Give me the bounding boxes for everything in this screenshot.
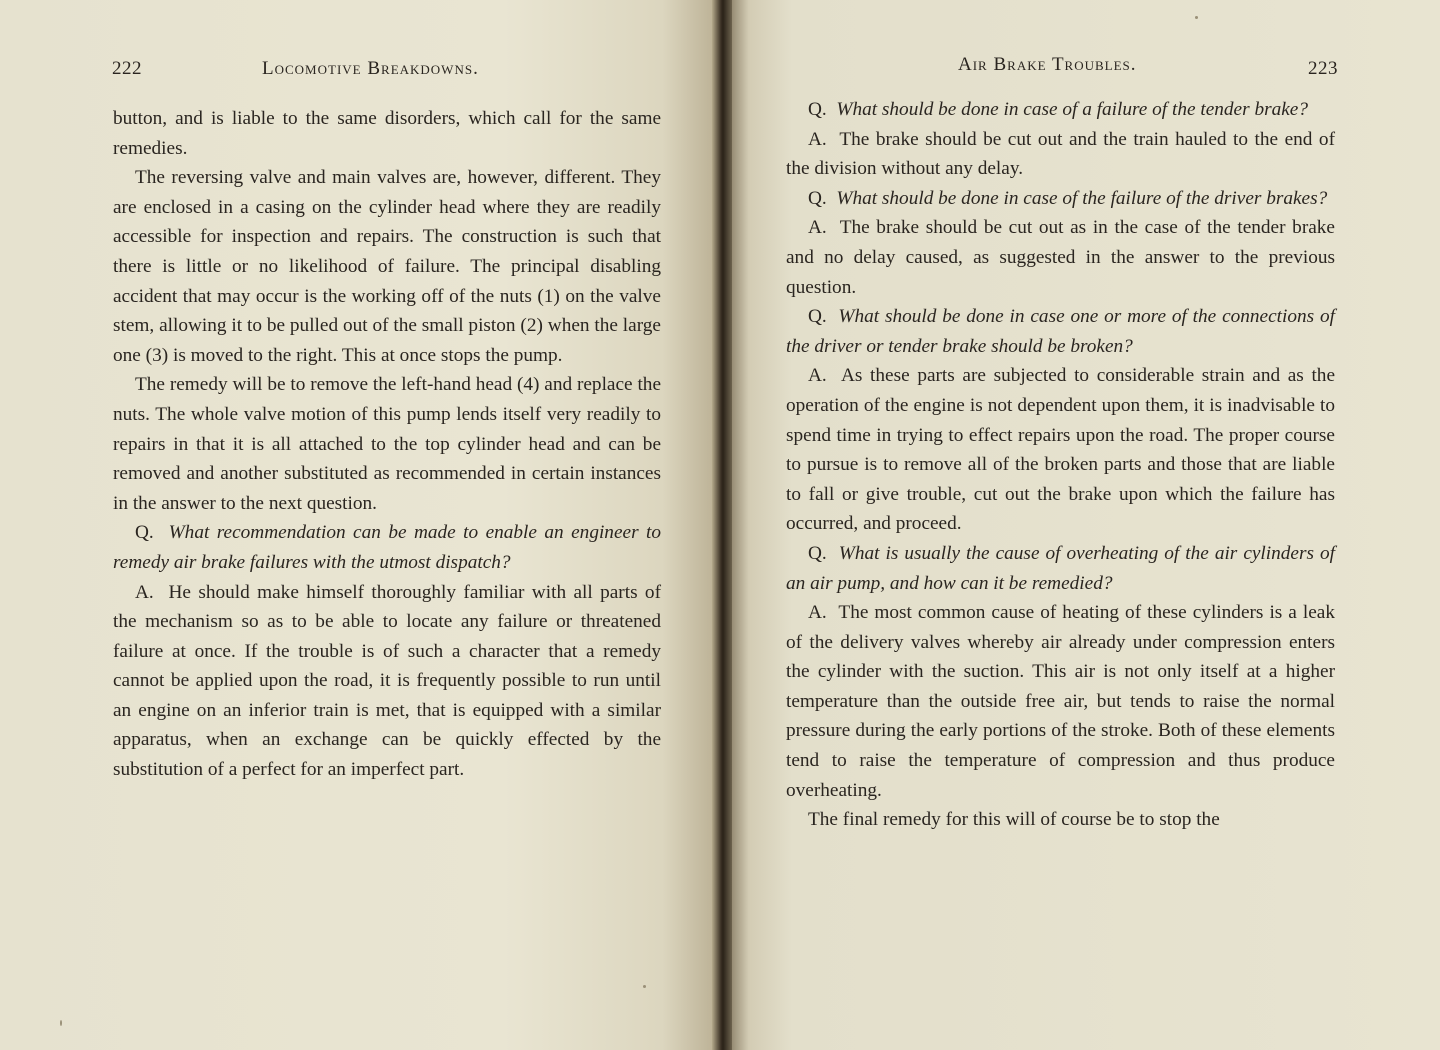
answer-label: A. — [135, 581, 154, 603]
question-label: Q. — [808, 542, 827, 564]
question — [786, 302, 1335, 361]
question-text: What recommendation can be made to enable an engineer to remedy air brake failures with the utmost dispatch? — [113, 522, 662, 573]
answer-text: He should make himself thoroughly familiar with all parts of the mechanism so as to be able to locate any failure or threatened failure at once. If the trouble is of such a character that a remedy cannot be applied upon the road, it is frequently possible to run until an engine on an inferior train is met, that is equipped with a similar apparatus, when an exchange can be quickly effected by the substitution of a perfect for an imperfect part. — [113, 581, 661, 781]
answer — [786, 361, 1335, 539]
left-page-body — [113, 104, 661, 785]
answer-label: A. — [808, 217, 827, 239]
answer-text: The brake should be cut out and the train hauled to the end of the division without any delay. — [786, 128, 1335, 180]
question-label: Q. — [135, 522, 154, 544]
paper-speck — [1195, 16, 1198, 19]
answer — [786, 125, 1335, 184]
paper-speck — [60, 1020, 62, 1026]
question — [113, 518, 661, 577]
paragraph: button, and is liable to the same disorders, which call for the same remedies. — [113, 108, 661, 159]
question-text: What is usually the cause of overheating of the air cylinders of an air pump, and how can it be remedied? — [786, 542, 1335, 594]
question-label: Q. — [808, 187, 827, 209]
answer-text: The most common cause of heating of these cylinders is a leak of the delivery valves whereby air already under compression enters the cylinder with the suction. This air is not only itself at a higher temperature than the outside free air, but tends to raise the normal pressure during the early portions of the stroke. Both of these elements tend to raise the temperature of compression and thus produce overheating. — [786, 602, 1335, 801]
question-label: Q. — [808, 99, 827, 120]
question-text: What should be done in case of a failure of the tender brake? — [836, 99, 1308, 120]
left-running-title: Locomotive Breakdowns. — [262, 58, 479, 79]
right-page-number: 223 — [1308, 58, 1338, 79]
paragraph: The final remedy for this will of course be to stop the — [808, 809, 1220, 831]
right-running-title: Air Brake Troubles. — [958, 54, 1137, 75]
answer-label: A. — [808, 128, 827, 150]
question — [786, 95, 1335, 125]
answer-text: The brake should be cut out as in the case of the tender brake and no delay caused, as suggested in the answer to the previous question. — [786, 217, 1335, 298]
question-text: What should be done in case one or more of the connections of the driver or tender brake should be broken? — [786, 306, 1335, 357]
question-text: What should be done in case of the failure of the driver brakes? — [836, 187, 1328, 209]
paper-speck — [643, 985, 646, 988]
answer-label: A. — [808, 365, 827, 387]
right-page-body — [786, 95, 1335, 835]
paragraph: The remedy will be to remove the left-hand head (4) and replace the nuts. The whole valve motion of this pump lends itself very readily to repairs in that it is all attached to the top cylinder head and can be removed and another substituted as recommended in certain instances in the answer to the next question. — [113, 374, 661, 514]
answer — [786, 598, 1335, 805]
paragraph: The reversing valve and main valves are, however, different. They are enclosed in a casing on the cylinder head where they are readily accessible for inspection and repairs. The construction is such that there is little or no likelihood of failure. The principal disabling accident that may occur is the working off of the nuts (1) on the valve stem, allowing it to be pulled out of the small piston (2) when the large one (3) is moved to the right. This at once stops the pump. — [113, 167, 661, 366]
answer — [786, 213, 1335, 302]
question — [786, 539, 1335, 598]
answer-text: As these parts are subjected to considerable strain and as the operation of the engine is not dependent upon them, it is inadvisable to spend time in trying to effect repairs upon the road. The proper course to pursue is to remove all of the broken parts and those that are liable to fall or give trouble, cut out the brake upon which the failure has occurred, and proceed. — [786, 365, 1336, 535]
question — [786, 184, 1335, 214]
left-page-number: 222 — [112, 58, 142, 79]
answer — [113, 578, 661, 785]
answer-label: A. — [808, 602, 827, 624]
book-gutter — [712, 0, 732, 1050]
question-label: Q. — [808, 306, 827, 328]
